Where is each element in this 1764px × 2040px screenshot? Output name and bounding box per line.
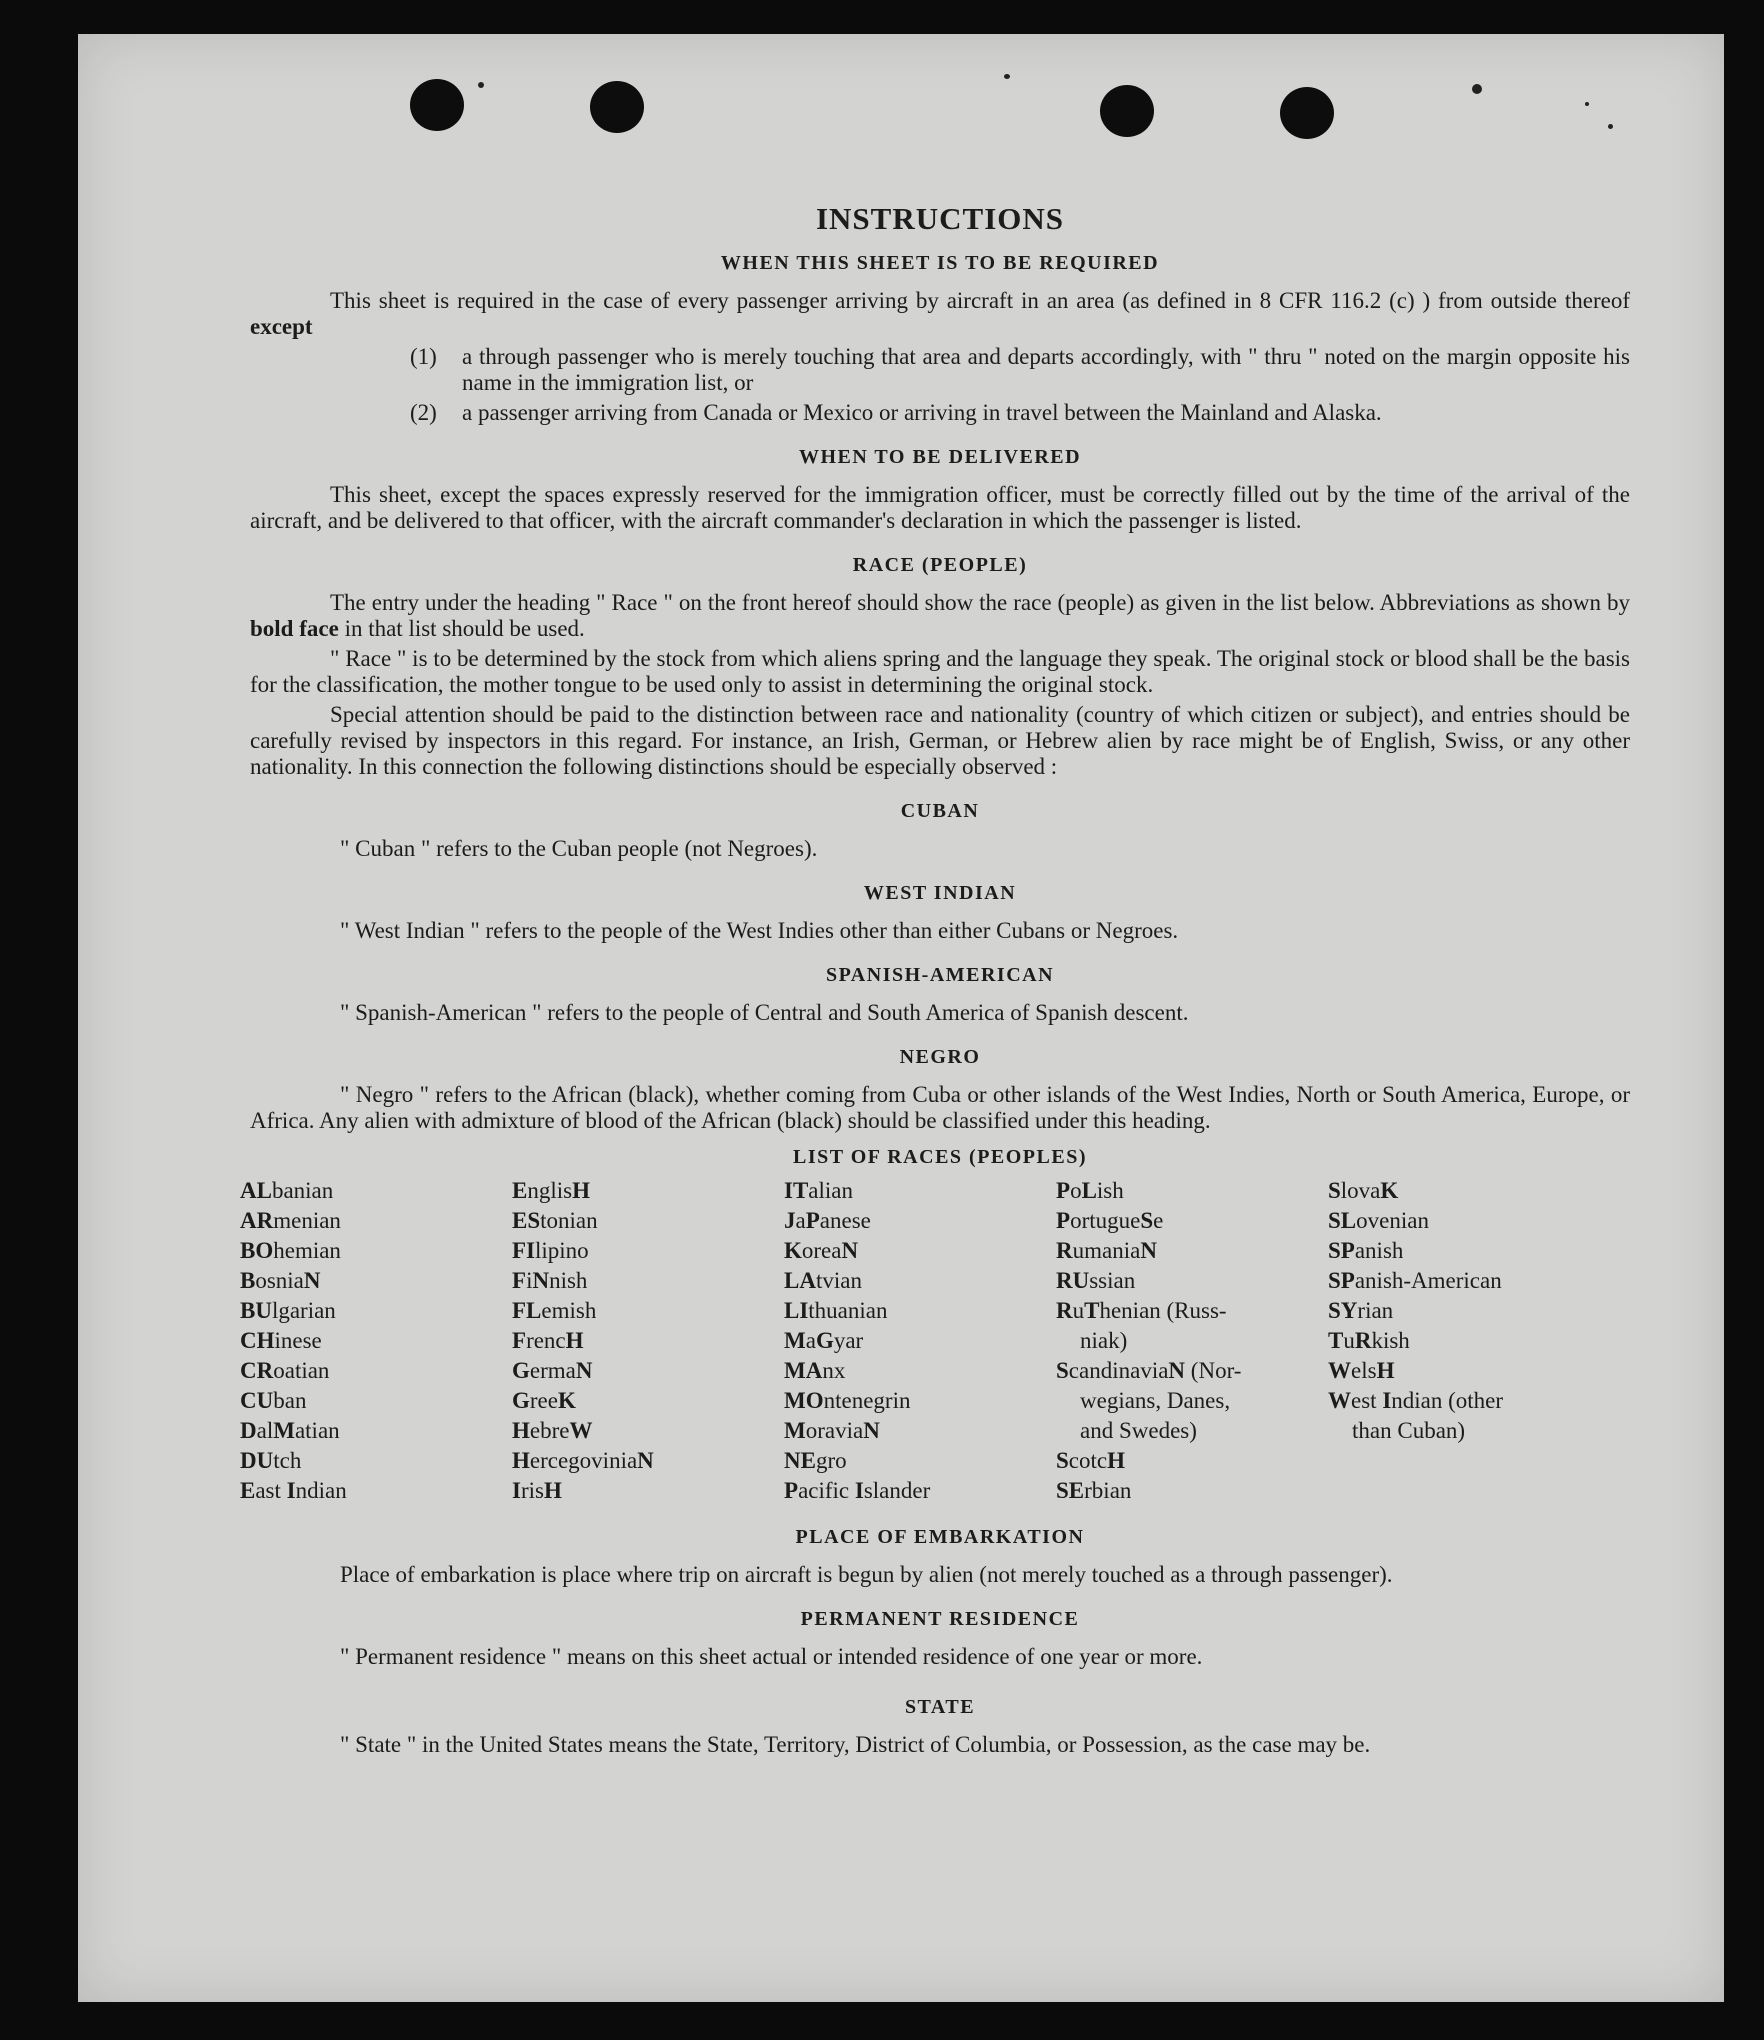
heading-list-of-races: LIST OF RACES (PEOPLES): [792, 1146, 1087, 1168]
spanish-american-text: " Spanish-American " refers to the people of Central and South America of Spanish descent.: [340, 1000, 1189, 1025]
race-entry: JaPanese: [784, 1208, 871, 1233]
race-entry: EnglisH: [512, 1178, 590, 1203]
race-entry: TuRkish: [1328, 1328, 1410, 1353]
heading-embarkation: PLACE OF EMBARKATION: [795, 1526, 1085, 1548]
race-entry: RumaniaN: [1056, 1238, 1157, 1263]
punch-hole: [410, 79, 464, 131]
heading-spanish-american: SPANISH-AMERICAN: [825, 964, 1055, 986]
races-column: [1328, 1176, 1600, 1506]
heading-delivered: WHEN TO BE DELIVERED: [798, 446, 1082, 468]
race-entry: DUtch: [240, 1448, 302, 1473]
race-entry: SPanish-American: [1328, 1268, 1502, 1293]
race-entry: ALbanian: [240, 1178, 334, 1203]
heading-state: STATE: [904, 1696, 976, 1718]
race-entry: HercegoviniaN: [512, 1448, 654, 1473]
race-entry: FLemish: [512, 1298, 597, 1323]
page-title: INSTRUCTIONS: [815, 201, 1064, 236]
race-entry: HebreW: [512, 1418, 593, 1443]
races-column: [784, 1176, 1056, 1506]
race-entry: BOhemian: [240, 1238, 341, 1263]
race-entry: RuThenian (Russ-: [1056, 1298, 1227, 1323]
delivered-text: This sheet, except the spaces expressly reserved for the immigration officer, must be correctly filled out by the time of the arrival of the aircraft, and be delivered to that officer, with the aircraft commander's declaration in which the passenger is listed.: [250, 482, 1630, 533]
race-entry: PortugueSe: [1056, 1208, 1164, 1233]
punch-hole: [590, 81, 644, 133]
race-entry: GermaN: [512, 1358, 593, 1383]
races-column: [1056, 1176, 1328, 1506]
race-entry: SLovenian: [1328, 1208, 1429, 1233]
races-column: [512, 1176, 784, 1506]
race-entry: WelsH: [1328, 1358, 1395, 1383]
race-entry: ARmenian: [240, 1208, 341, 1233]
punch-hole: [1100, 85, 1154, 137]
race-paragraph-2: " Race " is to be determined by the stock from which aliens spring and the language they speak. The original stock or blood shall be the basis for the classification, the mother tongue to be used only to assist in determining the original stock.: [250, 646, 1630, 697]
heading-negro: NEGRO: [899, 1046, 981, 1068]
race-entry: West Indian (other: [1328, 1388, 1504, 1413]
race-entry: GreeK: [512, 1388, 576, 1413]
race-entry: BosniaN: [240, 1268, 321, 1293]
required-item-1: (1) a through passenger who is merely touching that area and departs accordingly, with " thru " noted on the margin opposite his name in the immigration list, or: [410, 344, 1630, 395]
heading-residence: PERMANENT RESIDENCE: [800, 1608, 1080, 1630]
race-entry: FrencH: [512, 1328, 584, 1353]
race-entry: MaGyar: [784, 1328, 864, 1353]
required-intro: This sheet is required in the case of every passenger arriving by aircraft in an area (as defined in 8 CFR 116.2 (c) ) from outside thereof except: [250, 288, 1630, 339]
heading-race: RACE (PEOPLE): [852, 554, 1028, 576]
heading-west-indian: WEST INDIAN: [863, 882, 1017, 904]
race-entry: East Indian: [240, 1478, 347, 1503]
embarkation-text: Place of embarkation is place where trip on aircraft is begun by alien (not merely touched as a through passenger).: [340, 1562, 1393, 1587]
negro-text: " Negro " refers to the African (black), whether coming from Cuba or other islands of the West Indies, North or South America, Europe, or Africa. Any alien with admixture of blood of the African (black) should be classified under this heading.: [250, 1082, 1630, 1133]
race-entry: DalMatian: [240, 1418, 340, 1443]
races-column: [240, 1176, 512, 1506]
instructions-body: [240, 166, 1630, 1762]
races-list: [240, 1176, 1630, 1506]
race-entry: RUssian: [1056, 1268, 1136, 1293]
cuban-text: " Cuban " refers to the Cuban people (not Negroes).: [340, 836, 818, 861]
race-entry: MoraviaN: [784, 1418, 880, 1443]
race-entry: SlovaK: [1328, 1178, 1399, 1203]
race-entry: KoreaN: [784, 1238, 859, 1263]
race-entry: wegians, Danes,: [1080, 1388, 1231, 1413]
heading-required: WHEN THIS SHEET IS TO BE REQUIRED: [720, 252, 1160, 274]
race-entry: ITalian: [784, 1178, 853, 1203]
race-entry: SErbian: [1056, 1478, 1132, 1503]
race-paragraph-1: The entry under the heading " Race " on the front hereof should show the race (people) as given in the list below. Abbreviations as shown by bold face in that list should be used.: [250, 590, 1630, 641]
race-entry: BUlgarian: [240, 1298, 336, 1323]
residence-text: " Permanent residence " means on this sheet actual or intended residence of one year or more.: [340, 1644, 1203, 1669]
race-entry: and Swedes): [1080, 1418, 1197, 1443]
race-entry: SPanish: [1328, 1238, 1404, 1263]
race-entry: ScotcH: [1056, 1448, 1125, 1473]
race-entry: MOntenegrin: [784, 1388, 911, 1413]
race-entry: than Cuban): [1352, 1418, 1466, 1443]
race-entry: LAtvian: [784, 1268, 862, 1293]
race-entry: CHinese: [240, 1328, 322, 1353]
race-entry: LIthuanian: [784, 1298, 888, 1323]
race-entry: CRoatian: [240, 1358, 330, 1383]
race-entry: ScandinaviaN (Nor-: [1056, 1358, 1242, 1383]
race-entry: MAnx: [784, 1358, 846, 1383]
race-entry: Pacific Islander: [784, 1478, 931, 1503]
west-indian-text: " West Indian " refers to the people of the West Indies other than either Cubans or Negroes.: [340, 918, 1179, 943]
punch-hole: [1280, 87, 1334, 139]
document-sheet: [78, 34, 1724, 2002]
race-entry: FiNnish: [512, 1268, 588, 1293]
race-entry: niak): [1080, 1328, 1128, 1353]
race-entry: CUban: [240, 1388, 307, 1413]
required-item-2: (2) a passenger arriving from Canada or Mexico or arriving in travel between the Mainland and Alaska.: [410, 400, 1382, 425]
race-entry: IrisH: [512, 1478, 562, 1503]
race-paragraph-3: Special attention should be paid to the distinction between race and nationality (country of which citizen or subject), and entries should be carefully revised by inspectors in this regard. For instance, an Irish, German, or Hebrew alien by race might be of English, Swiss, or any other nationality. In this connection the following distinctions should be especially observed :: [250, 702, 1630, 779]
heading-cuban: CUBAN: [900, 800, 980, 822]
race-entry: PoLish: [1056, 1178, 1124, 1203]
race-entry: EStonian: [512, 1208, 598, 1233]
state-text: " State " in the United States means the State, Territory, District of Columbia, or Possession, as the case may be.: [340, 1732, 1371, 1757]
race-entry: FIlipino: [512, 1238, 589, 1263]
race-entry: NEgro: [784, 1448, 847, 1473]
race-entry: SYrian: [1328, 1298, 1394, 1323]
